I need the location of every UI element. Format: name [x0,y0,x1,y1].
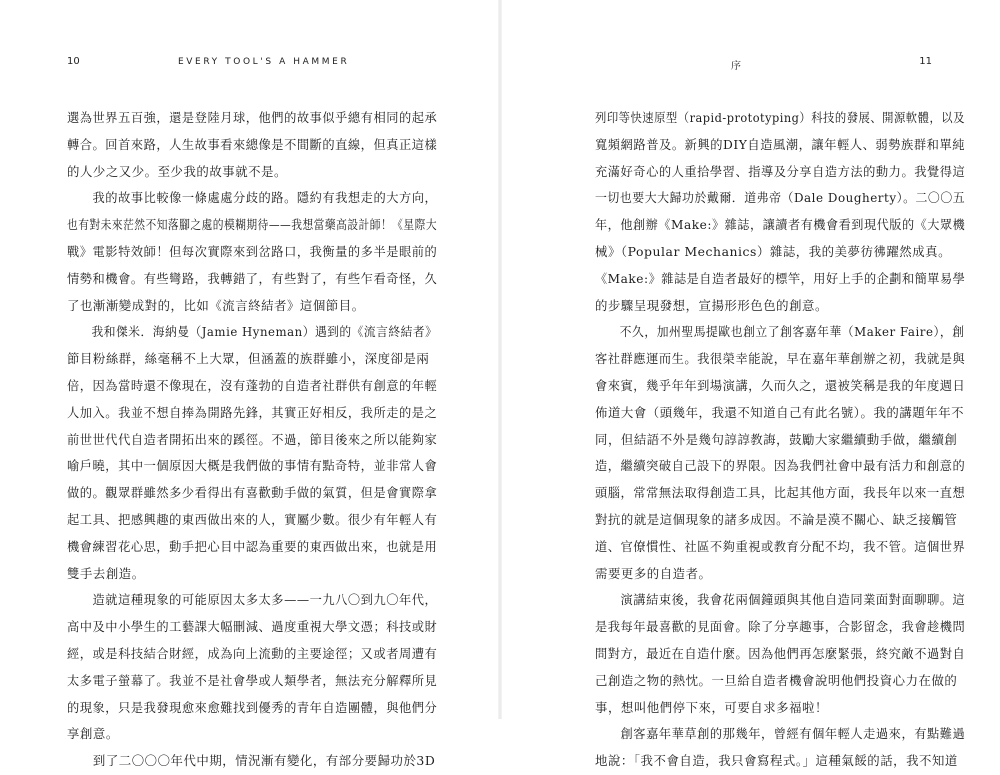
text-line: 是我每年最喜歡的見面會。除了分享趣事，合影留念，我會趁機問 [595,619,966,635]
text-line: 對抗的就是這個現象的諸多成因。不論是漠不關心、缺乏接觸管 [595,511,958,527]
text-line: 造，繼續突破自己設下的界限。因為我們社會中最有活力和創意的 [595,458,966,474]
text-line: 太多電子螢幕了。我並不是社會學或人類學者，無法充分解釋所見 [67,672,438,688]
right-page [500,0,1000,769]
text-line: 經，或是科技結合財經，成為向上流動的主要途徑；又或者周遭有 [67,645,438,661]
text-line: 機會練習花心思，動手把心目中認為重要的東西做出來，也就是用 [67,538,438,554]
text-line: 充滿好奇心的人重拾學習、指導及分享自造方法的動力。我覺得這 [595,163,966,179]
left-page [0,0,500,769]
text-line: 前世世代代自造者開拓出來的蹊徑。不過，節目後來之所以能夠家 [67,431,438,447]
body-text [67,105,437,775]
text-line: 也有對未來茫然不知落腳之處的模糊期待——我想當藥高設計師！《星際大 [67,217,438,233]
text-line: 不久，加州聖馬提歐也創立了創客嘉年華（Maker Faire），創 [595,324,965,340]
text-line: 地說：「我不會自造，我只會寫程式。」這種氣餒的話，我不知道 [595,753,958,769]
text-line: 會來賓，幾乎年年到場演講，久而久之，還被笑稱是我的年度週日 [595,377,966,393]
text-line: 享創意。 [67,726,119,742]
text-line: 做的。觀眾群雖然多少看得出有喜歡動手做的氣質，但是會實際拿 [67,485,438,501]
text-line: 我和傑米．海納曼（Jamie Hyneman）遇到的《流言終結者》 [67,324,438,340]
text-line: 戰》電影特效師！但每次實際來到岔路口，我衡量的多半是眼前的 [67,243,438,259]
text-line: 佈道大會（頭幾年，我還不知道自己有此名號）。我的講題年年不 [595,404,965,420]
text-line: 需要更多的自造者。 [595,565,712,581]
text-line: 的人少之又少。至少我的故事就不是。 [67,163,287,179]
text-line: 倍，因為當時還不像現在，沒有蓬勃的自造者社群供有創意的年輕 [67,377,438,393]
text-line: 選為世界五百強，還是登陸月球，他們的故事似乎總有相同的起承 [67,110,438,125]
text-line: 寬頻網路普及。新興的DIY自造風潮，讓年輕人、弱勢族群和單純 [595,136,966,152]
text-line: 的現象，只是我發現愈來愈難找到優秀的青年自造團體，與他們分 [67,699,438,715]
text-line: 事，想叫他們停下來，可要自求多福啦！ [595,699,828,715]
text-line: 演講結束後，我會花兩個鐘頭與其他自造同業面對面聊聊。這 [595,592,966,608]
text-line: 道、官僚慣性、社區不夠重視或教育分配不均，我不管。這個世界 [595,538,966,554]
text-line: 人加入。我並不想自捧為開路先鋒，其實正好相反，我所走的是之 [67,404,438,420]
text-line: 頭腦，常常無法取得創造工具，比起其他方面，我長年以來一直想 [595,485,966,501]
body-text [595,105,965,775]
text-line: 一切也要大大歸功於戴爾．道弗帝（Dale Dougherty）。二〇〇五 [595,190,966,206]
text-line: 情勢和機會。有些彎路，我轉錯了，有些對了，有些乍看奇怪，久 [67,270,438,286]
text-line: 客社群應運而生。我很榮幸能說，早在嘉年華創辦之初，我就是與 [595,351,966,367]
text-line: 同，但結語不外是幾句諄諄教誨，鼓勵大家繼續動手做，繼續創 [595,431,958,447]
text-line: 起工具、把感興趣的東西做出來的人，實屬少數。很少有年輕人有 [67,511,438,527]
text-line: 我的故事比較像一條處處分歧的路。隱約有我想走的大方向， [67,190,438,206]
text-line: 喻戶曉，其中一個原因大概是我們做的事情有點奇特，並非常人會 [67,458,438,474]
text-line: 的步驟呈現發想，宣揚形形色色的創意。 [595,297,828,313]
text-line: 列印等快速原型（rapid-prototyping）科技的發展、開源軟體，以及 [595,110,965,125]
running-head: 序 [731,61,741,72]
text-line: 己創造之物的熱忱。一旦給自造者機會說明他們投資心力在做的 [595,672,958,688]
text-line: 了也漸漸變成對的，比如《流言終結者》這個節目。 [67,297,365,313]
text-line: 節目粉絲群，絲毫稱不上大眾，但涵蓋的族群雖小，深度卻是兩 [67,351,430,367]
running-head: EVERY TOOL'S A HAMMER [178,57,350,67]
text-line: 雙手去創造。 [67,565,145,581]
text-line: 年，他創辦《Make:》雜誌，讓讀者有機會看到現代版的《大眾機 [595,217,966,233]
text-line: 問對方，最近在自造什麼。因為他們再怎麼緊張，終究敵不過對自 [595,645,966,661]
text-line: 轉合。回首來路，人生故事看來總像是不間斷的直線，但真正這樣 [67,136,438,152]
page-number: 11 [919,56,932,67]
text-line: 械》（Popular Mechanics）雜誌，我的美夢彷彿躍然成真。 [595,243,952,259]
text-line: 《Make:》雜誌是自造者最好的標竿，用好上手的企劃和簡單易學 [595,270,966,286]
page-number: 10 [67,56,80,67]
text-line: 高中及中小學生的工藝課大幅刪減、過度重視大學文憑；科技或財 [67,619,438,635]
text-line: 創客嘉年華草創的那幾年，曾經有個年輕人走過來，有點難過 [595,726,966,742]
text-line: 造就這種現象的可能原因太多太多——一九八〇到九〇年代， [67,592,438,608]
text-line: 到了二〇〇〇年代中期，情況漸有變化，有部分要歸功於3D [67,753,436,769]
